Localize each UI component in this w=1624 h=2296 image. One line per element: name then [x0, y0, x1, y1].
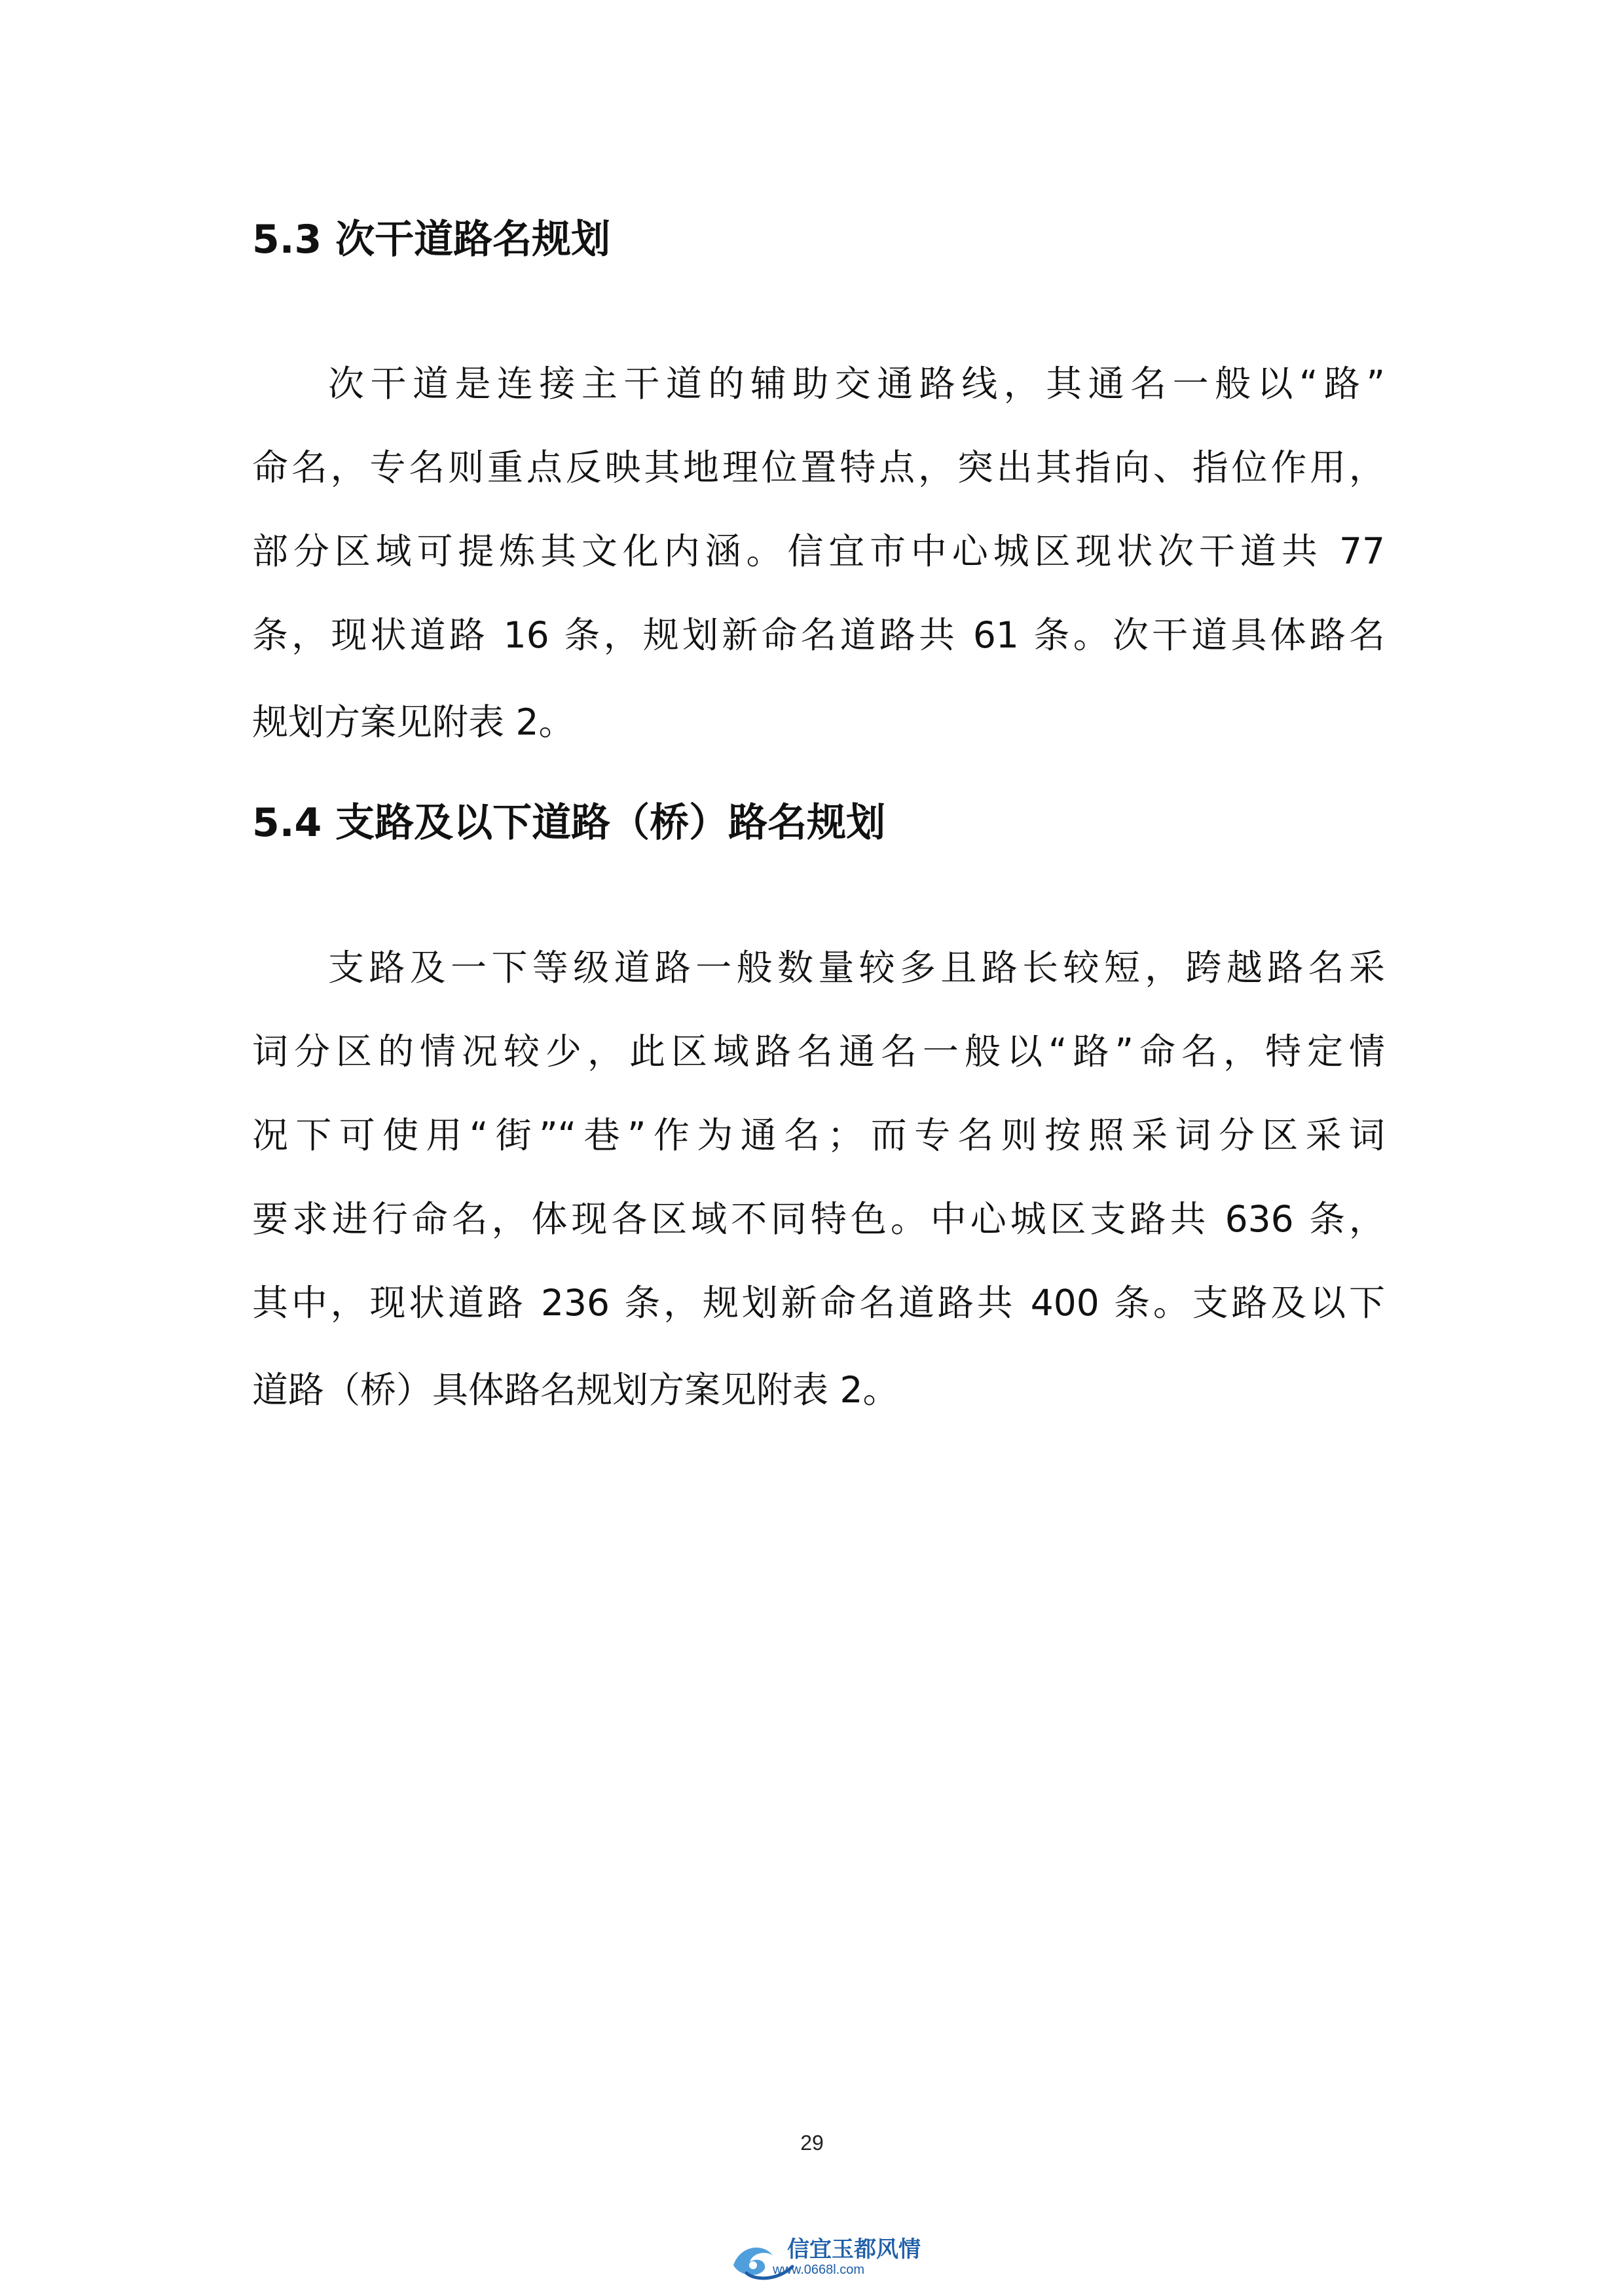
paragraph-line: 其中，现状道路 236 条，规划新命名道路共 400 条。支路及以下	[252, 1282, 1385, 1324]
paragraph-line: 规划方案见附表 2。	[252, 701, 575, 743]
paragraph-5-3	[252, 342, 1385, 761]
watermark-title: 信宜玉都风情	[787, 2236, 921, 2263]
paragraph-line: 词分区的情况较少，此区域路名通名一般以“路”命名，特定情	[252, 1030, 1385, 1072]
page-number: 29	[800, 2131, 824, 2155]
section-heading-5-3: 5.3 次干道路名规划	[252, 217, 611, 263]
section-heading-5-4: 5.4 支路及以下道路（桥）路名规划	[252, 800, 886, 846]
watermark-url: www.0668l.com	[773, 2263, 865, 2277]
paragraph-line: 命名，专名则重点反映其地理位置特点，突出其指向、指位作用，	[252, 446, 1385, 488]
site-watermark	[727, 2226, 921, 2285]
paragraph-line: 部分区域可提炼其文化内涵。信宜市中心城区现状次干道共 77	[252, 530, 1385, 572]
paragraph-line: 道路（桥）具体路名规划方案见附表 2。	[252, 1368, 899, 1411]
paragraph-line: 条，现状道路 16 条，规划新命名道路共 61 条。次干道具体路名	[252, 614, 1385, 656]
paragraph-5-4	[252, 926, 1385, 1429]
paragraph-line: 要求进行命名，体现各区域不同特色。中心城区支路共 636 条，	[252, 1198, 1385, 1240]
paragraph-line: 支路及一下等级道路一般数量较多且路长较短，跨越路名采	[328, 947, 1385, 989]
paragraph-line: 况下可使用“街”“巷”作为通名；而专名则按照采词分区采词	[252, 1114, 1385, 1156]
paragraph-line: 次干道是连接主干道的辅助交通路线，其通名一般以“路”	[328, 363, 1385, 405]
